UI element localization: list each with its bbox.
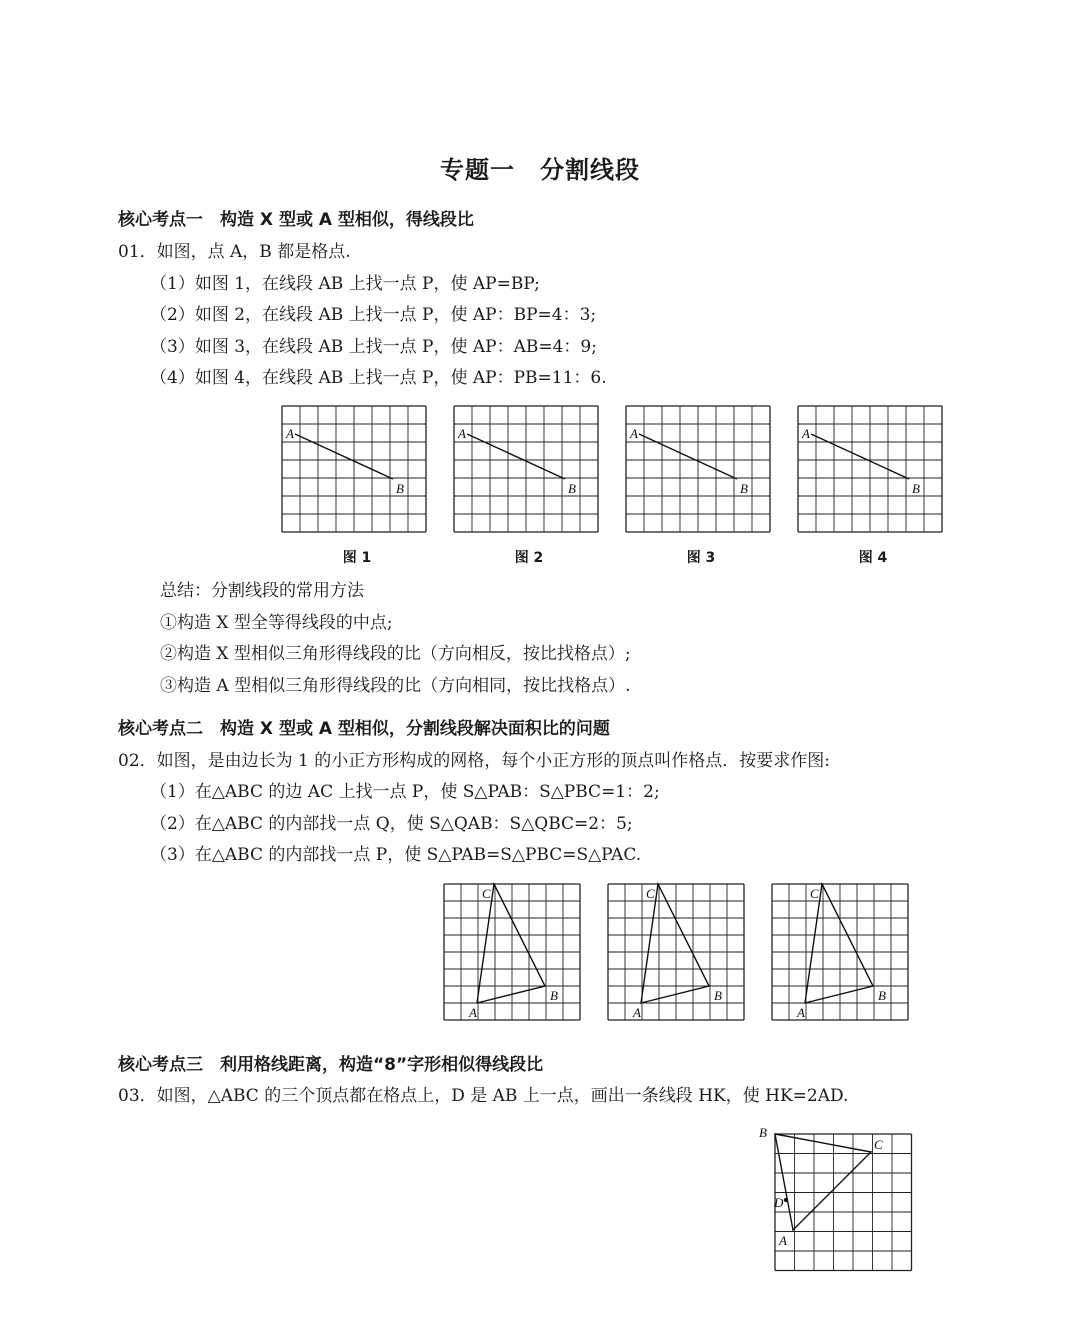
figure-3-caption: 图 3 <box>686 550 716 566</box>
point-c-label: C <box>810 886 819 901</box>
point-a-label: A <box>797 1005 805 1020</box>
figure-abcd-grid <box>755 1122 915 1272</box>
q01-item-3: （3）如图 3，在线段 AB 上找一点 P，使 AP：AB=4：9; <box>150 337 597 357</box>
grid-lines <box>626 406 770 532</box>
point-a-label: A <box>286 426 294 441</box>
q02-item-1: （1）在△ABC 的边 AC 上找一点 P，使 S△PAB：S△PBC=1：2; <box>150 782 660 802</box>
point-d-marker <box>784 1198 788 1202</box>
figure-1-caption: 图 1 <box>342 550 372 566</box>
section1-heading: 核心考点一 构造 X 型或 A 型相似，得线段比 <box>118 210 474 230</box>
section2-heading: 核心考点二 构造 X 型或 A 型相似，分割线段解决面积比的问题 <box>118 719 610 739</box>
point-b-label: B <box>912 481 920 496</box>
point-b-label: B <box>550 988 558 1003</box>
q02-item-2: （2）在△ABC 的内部找一点 Q，使 S△QAB：S△QBC=2：5; <box>150 814 633 834</box>
grid-lines <box>282 406 426 532</box>
segment-ab <box>811 434 909 479</box>
segment-ab <box>467 434 565 479</box>
triangle-abc <box>775 1134 871 1230</box>
page-title: 专题一 分割线段 <box>440 156 640 184</box>
q01-item-1: （1）如图 1，在线段 AB 上找一点 P，使 AP=BP; <box>150 274 540 294</box>
point-a-label: A <box>458 426 466 441</box>
q01-item-2: （2）如图 2，在线段 AB 上找一点 P，使 AP：BP=4：3; <box>150 305 597 325</box>
section3-heading: 核心考点三 利用格线距离，构造“8”字形相似得线段比 <box>118 1055 544 1075</box>
question-01: 01．如图，点 A，B 都是格点. <box>118 242 351 262</box>
figure-1-grid <box>280 404 432 534</box>
grid-lines <box>798 406 942 532</box>
point-a-label: A <box>633 1005 641 1020</box>
point-c-label: C <box>482 886 491 901</box>
summary-method-1: ①构造 X 型全等得线段的中点; <box>160 613 393 633</box>
triangle-abc <box>805 884 873 1003</box>
point-c-label: C <box>646 886 655 901</box>
segment-ab <box>295 434 393 479</box>
point-b-label: B <box>568 481 576 496</box>
figure-3-grid <box>624 404 776 534</box>
grid-lines <box>454 406 598 532</box>
q02-item-3: （3）在△ABC 的内部找一点 P，使 S△PAB=S△PBC=S△PAC. <box>150 845 642 865</box>
summary-heading: 总结：分割线段的常用方法 <box>160 581 364 601</box>
triangle-figure-2 <box>606 882 748 1024</box>
point-b-label: B <box>759 1125 767 1140</box>
segment-ab <box>639 434 737 479</box>
figure-4-caption: 图 4 <box>858 550 888 566</box>
triangle-figure-1 <box>442 882 584 1024</box>
triangle-abc <box>477 884 545 1003</box>
figure-2-grid <box>452 404 604 534</box>
figure-2-caption: 图 2 <box>514 550 544 566</box>
grid-lines <box>775 1134 912 1271</box>
summary-method-3: ③构造 A 型相似三角形得线段的比（方向相同，按比找格点）. <box>160 676 631 696</box>
point-b-label: B <box>396 481 404 496</box>
point-a-label: A <box>779 1233 787 1248</box>
q01-item-4: （4）如图 4，在线段 AB 上找一点 P，使 AP：PB=11：6. <box>150 368 607 388</box>
point-a-label: A <box>630 426 638 441</box>
triangle-figure-3 <box>770 882 912 1024</box>
question-03: 03．如图，△ABC 的三个顶点都在格点上，D 是 AB 上一点，画出一条线段 HK，使 HK=2AD. <box>118 1086 849 1106</box>
question-02: 02．如图，是由边长为 1 的小正方形构成的网格，每个小正方形的顶点叫作格点．按要求作图: <box>118 751 830 771</box>
point-c-label: C <box>874 1137 883 1152</box>
point-b-label: B <box>714 988 722 1003</box>
point-a-label: A <box>802 426 810 441</box>
triangle-abc <box>641 884 709 1003</box>
summary-method-2: ②构造 X 型相似三角形得线段的比（方向相反，按比找格点）; <box>160 644 631 664</box>
point-d-label: D <box>774 1195 784 1210</box>
point-b-label: B <box>878 988 886 1003</box>
figure-4-grid <box>796 404 948 534</box>
point-b-label: B <box>740 481 748 496</box>
point-a-label: A <box>469 1005 477 1020</box>
grid-lines <box>608 884 744 1020</box>
grid-lines <box>444 884 580 1020</box>
grid-lines <box>772 884 908 1020</box>
